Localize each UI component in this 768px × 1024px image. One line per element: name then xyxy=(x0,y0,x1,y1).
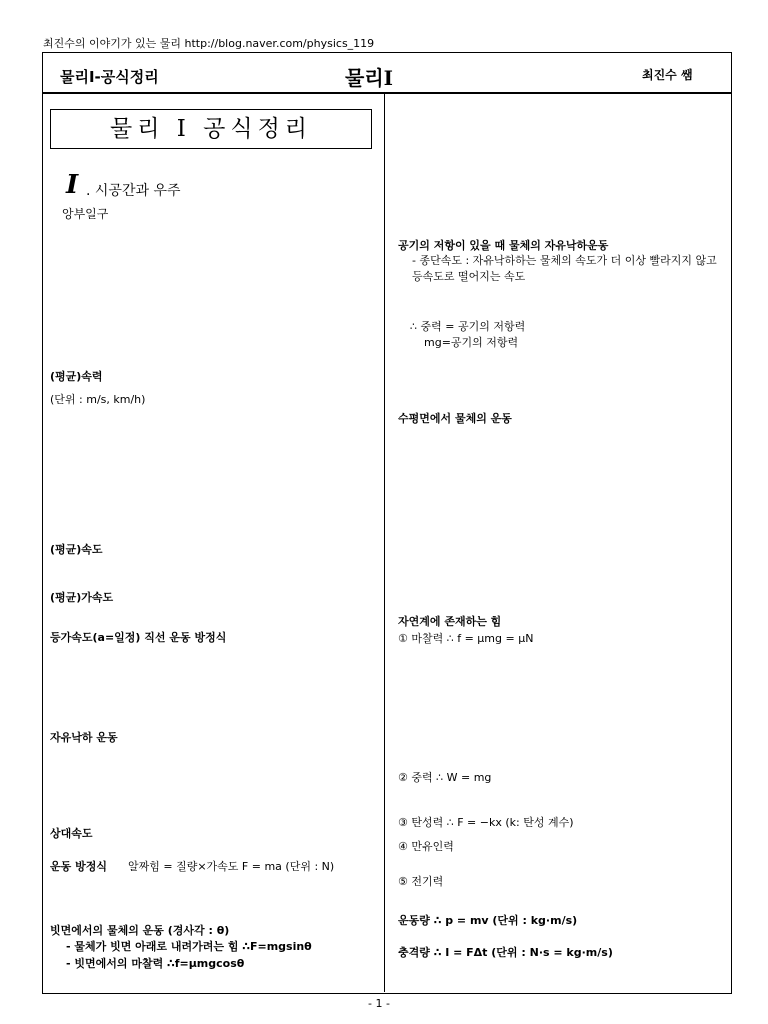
velocity-label: (평균)속도 xyxy=(50,543,103,556)
terminal-eq1: ∴ 중력 = 공기의 저항력 xyxy=(410,320,526,333)
gravity-formula: ② 중력 ∴ W = mg xyxy=(398,771,492,784)
sundial-title: 앙부일구 xyxy=(62,207,109,221)
accel-label: (평균)가속도 xyxy=(50,591,114,604)
speed-unit: (단위 : m/s, km/h) xyxy=(50,393,146,406)
incline-heading: 빗면에서의 물체의 운동 (경사각 : θ) xyxy=(50,924,230,937)
incline-force: - 물체가 빗면 아래로 내려가려는 힘 ∴F=mgsinθ xyxy=(66,940,312,953)
header-divider xyxy=(42,92,732,94)
airdrag-heading: 공기의 저항이 있을 때 물체의 자유낙하운동 xyxy=(398,239,609,252)
momentum-formula: 운동량 ∴ p = mv (단위 : kg·m/s) xyxy=(398,914,578,927)
blog-header: 최진수의 이야기가 있는 물리 http://blog.naver.com/physics_119 xyxy=(43,37,375,50)
header-left: 물리Ⅰ-공식정리 xyxy=(60,68,159,86)
terminal-text: - 종단속도 : 자유낙하하는 물체의 속도가 더 이상 빨라지지 않고 등속도로 떨어지는 속도 xyxy=(412,254,717,283)
relvel-heading: 상대속도 xyxy=(50,827,93,840)
freefall-heading: 자유낙하 운동 xyxy=(50,731,118,744)
uniform-accel-heading: 등가속도(a=일정) 직선 운동 방정식 xyxy=(50,631,227,644)
impulse-formula: 충격량 ∴ I = FΔt (단위 : N·s = kg·m/s) xyxy=(398,946,613,959)
header-right: 최진수 쌤 xyxy=(642,68,693,82)
header-center: 물리Ⅰ xyxy=(345,66,393,90)
electric-force: ⑤ 전기력 xyxy=(398,875,444,888)
speed-label: (평균)속력 xyxy=(50,370,103,383)
page-number: - 1 - xyxy=(368,997,390,1010)
spring-formula: ③ 탄성력 ∴ F = −kx (k: 탄성 계수) xyxy=(398,816,574,829)
section-heading: . 시공간과 우주 xyxy=(86,183,181,199)
incline-friction: - 빗면에서의 마찰력 ∴f=μmgcosθ xyxy=(66,957,245,970)
column-divider xyxy=(384,94,385,992)
terminal-eq2: mg=공기의 저항력 xyxy=(424,336,519,349)
horizontal-heading: 수평면에서 물체의 운동 xyxy=(398,412,512,425)
friction-formula: ① 마찰력 ∴ f = μmg = μN xyxy=(398,632,534,645)
universal-gravitation: ④ 만유인력 xyxy=(398,840,454,853)
eq-motion-text: 알짜힘 = 질량×가속도 F = ma (단위 : N) xyxy=(128,860,335,873)
eq-motion-heading: 운동 방정식 xyxy=(50,860,107,873)
forces-heading: 자연계에 존재하는 힘 xyxy=(398,615,502,628)
section-numeral: Ⅰ xyxy=(66,170,79,200)
page-title: 물리 Ⅰ 공식정리 xyxy=(50,109,372,149)
